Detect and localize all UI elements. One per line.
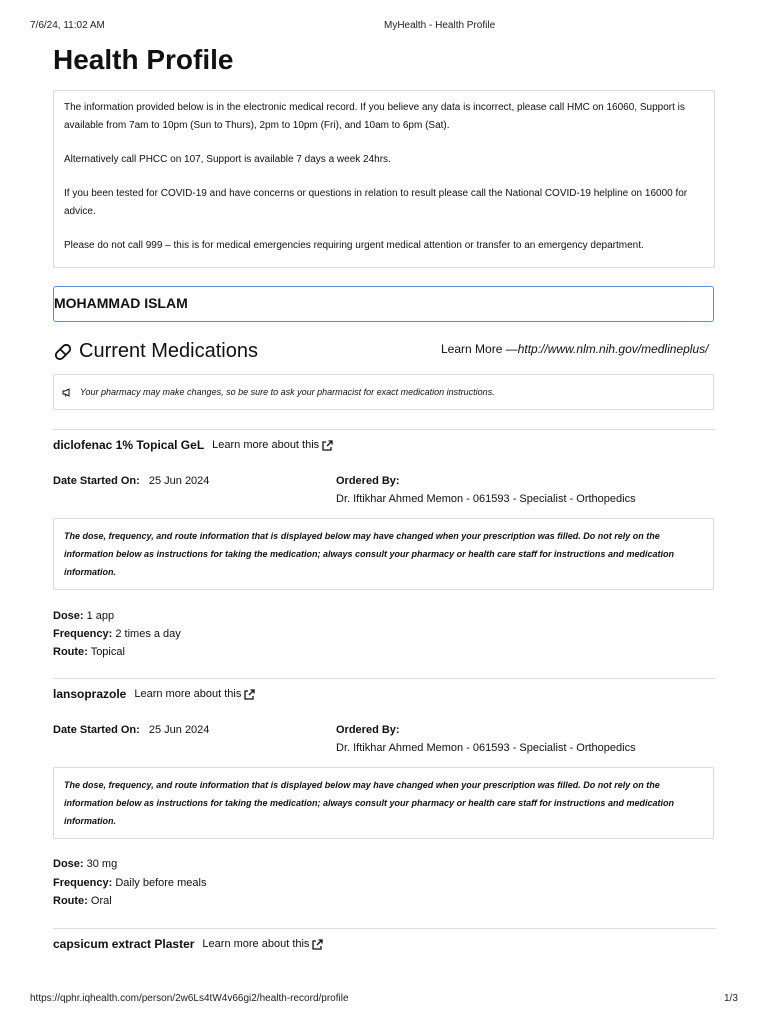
date-started-value: 25 Jun 2024 xyxy=(148,475,210,487)
route-label: Route: xyxy=(53,646,88,658)
medications-section-title xyxy=(53,340,258,363)
info-paragraph-3: If you been tested for COVID-19 and have concerns or questions in relation to result please call the National COVID-19 helpline on 16000 for advice. xyxy=(64,188,688,217)
info-paragraph-1: The information provided below is in the electronic medical record. If you believe any data is incorrect, please call HMC on 16060, Support is available from 7am to 10pm (Sun to Thurs), 2pm to 10pm (Fri), and 10am to 6pm (Sat). xyxy=(64,102,685,131)
dose-value: 1 app xyxy=(86,610,115,622)
notice-text: Your pharmacy may make changes, so be sure to ask your pharmacist for exact medication instructions. xyxy=(80,387,495,397)
medication-name: lansoprazole xyxy=(53,687,127,701)
dose-label: Dose: xyxy=(53,610,84,622)
learn-more[interactable] xyxy=(441,342,708,356)
pill-icon xyxy=(53,342,73,362)
learn-more-link-label: Learn more about this xyxy=(134,688,242,700)
learn-more-about-this-link[interactable] xyxy=(134,688,255,700)
patient-name[interactable]: MOHAMMAD ISLAM xyxy=(53,286,714,322)
medication-name: diclofenac 1% Topical GeL xyxy=(53,438,205,452)
frequency-label: Frequency: xyxy=(53,628,113,640)
medication-item xyxy=(53,937,323,951)
dose-line xyxy=(53,610,114,622)
route-label: Route: xyxy=(53,895,88,907)
route-value: Topical xyxy=(90,646,125,658)
pharmacy-notice xyxy=(53,374,714,410)
learn-more-about-this-link[interactable] xyxy=(202,938,323,950)
learn-more-url[interactable]: http://www.nlm.nih.gov/medlineplus/ xyxy=(517,342,709,356)
print-page-number: 1/3 xyxy=(724,993,738,1004)
info-paragraph-2: Alternatively call PHCC on 107, Support is available 7 days a week 24hrs. xyxy=(64,154,391,165)
external-link-icon xyxy=(322,440,333,451)
dose-value: 30 mg xyxy=(86,858,118,870)
ordered-by-value: Dr. Iftikhar Ahmed Memon - 061593 - Specialist - Orthopedics xyxy=(336,742,636,754)
divider xyxy=(53,928,716,929)
route-line xyxy=(53,895,112,907)
megaphone-icon xyxy=(62,388,72,397)
divider xyxy=(53,678,716,679)
dose-warning: The dose, frequency, and route information that is displayed below may have changed when your prescription was filled. Do not rely on the information below as instructions for taking the medication; always consult your pharmacy or health care staff for instructions and medication information. xyxy=(53,518,714,590)
print-url: https://qphr.iqhealth.com/person/2w6Ls4tW4v66gi2/health-record/profile xyxy=(30,993,349,1004)
date-started-label: Date Started On: xyxy=(53,724,140,736)
frequency-line xyxy=(53,877,206,889)
divider xyxy=(53,429,716,430)
dose-line xyxy=(53,858,117,870)
medications-title-text: Current Medications xyxy=(79,340,258,362)
dose-label: Dose: xyxy=(53,858,84,870)
frequency-value: 2 times a day xyxy=(115,628,181,640)
route-line xyxy=(53,646,125,658)
print-doc-title: MyHealth - Health Profile xyxy=(384,20,496,31)
learn-more-about-this-link[interactable] xyxy=(212,439,333,451)
external-link-icon xyxy=(244,689,255,700)
date-started-label: Date Started On: xyxy=(53,475,140,487)
frequency-line xyxy=(53,628,181,640)
medication-item xyxy=(53,438,333,452)
date-started xyxy=(53,724,209,736)
ordered-by-label: Ordered By: xyxy=(336,724,400,736)
frequency-label: Frequency: xyxy=(53,877,113,889)
ordered-by-value: Dr. Iftikhar Ahmed Memon - 061593 - Specialist - Orthopedics xyxy=(336,493,636,505)
date-started-value: 25 Jun 2024 xyxy=(148,724,210,736)
print-datetime: 7/6/24, 11:02 AM xyxy=(30,20,105,31)
page-title: Health Profile xyxy=(53,44,234,75)
frequency-value: Daily before meals xyxy=(115,877,207,889)
medication-name: capsicum extract Plaster xyxy=(53,937,195,951)
info-paragraph-4: Please do not call 999 – this is for medical emergencies requiring urgent medical attention or transfer to an emergency department. xyxy=(64,240,644,251)
external-link-icon xyxy=(312,939,323,950)
date-started xyxy=(53,475,209,487)
learn-more-label: Learn More — xyxy=(441,342,518,356)
learn-more-link-label: Learn more about this xyxy=(212,439,320,451)
dose-warning: The dose, frequency, and route information that is displayed below may have changed when your prescription was filled. Do not rely on the information below as instructions for taking the medication; always consult your pharmacy or health care staff for instructions and medication information. xyxy=(53,767,714,839)
ordered-by-label: Ordered By: xyxy=(336,475,400,487)
learn-more-link-label: Learn more about this xyxy=(202,938,310,950)
route-value: Oral xyxy=(90,895,112,907)
medication-item xyxy=(53,687,255,701)
info-box xyxy=(53,90,715,268)
